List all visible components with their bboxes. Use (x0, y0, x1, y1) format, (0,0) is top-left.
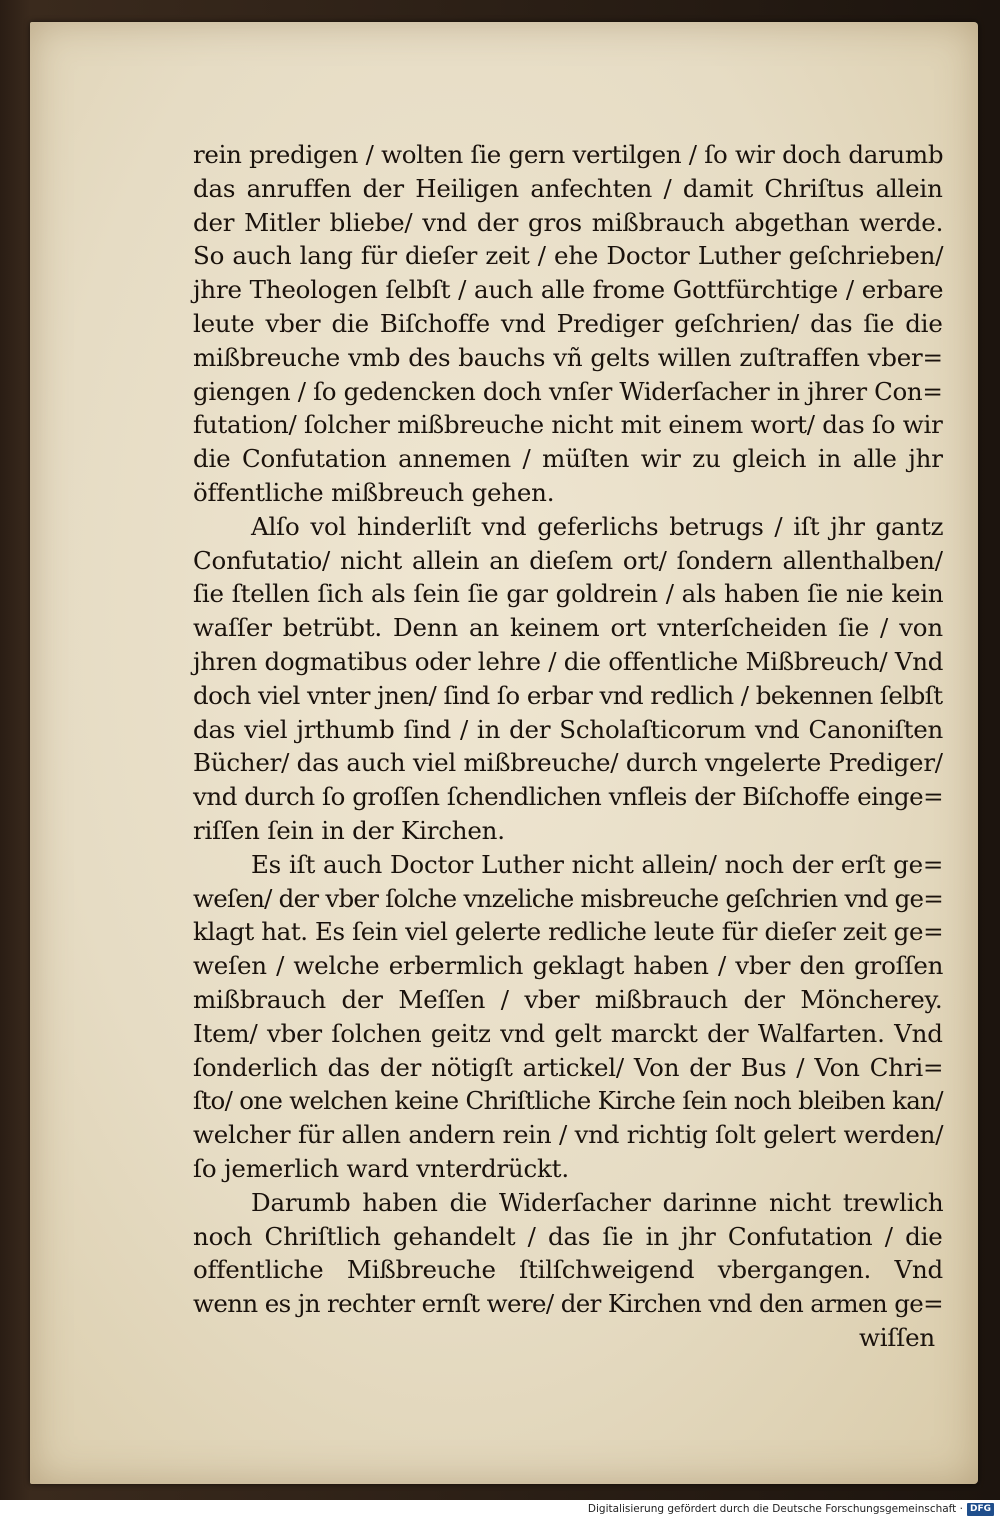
text-line: mißbrauch der Meſſen / vber mißbrauch der Möncherey. (193, 984, 943, 1014)
text-line: offentliche Mißbreuche ſtilſchweigend vbergangen. Vnd (193, 1255, 944, 1285)
text-line: ſie ſtellen ſich als ſein ſie gar goldrein / als haben ſie nie kein (193, 579, 944, 609)
text-line: wenn es jn rechter ernſt were/ der Kirchen vnd den armen ge= (193, 1289, 944, 1319)
text-line: ſo jemerlich ward vnterdrückt. (193, 1153, 569, 1183)
text-line: ſonderlich das der nötigſt artickel/ Von der Bus / Von Chri= (193, 1052, 944, 1082)
text-line: giengen / ſo gedencken doch vnſer Widerſacher in jhrer Con= (193, 376, 943, 406)
text-line: mißbreuche vmb des bauchs vñ gelts willen zuſtraffen vber= (193, 342, 943, 372)
text-line: noch Chriſtlich gehandelt / das ſie in jhr Confutation / die (193, 1221, 943, 1251)
text-line: Es iſt auch Doctor Luther nicht allein/ noch der erſt ge= (251, 849, 944, 879)
text-line: ſto/ one welchen keine Chriſtliche Kirche ſein noch bleiben kan/ (193, 1086, 943, 1116)
text-line: Confutatio/ nicht allein an dieſem ort/ ſondern allenthalben/ (193, 545, 943, 575)
text-line: jhren dogmatibus oder lehre / die offentliche Mißbreuch/ Vnd (193, 646, 944, 676)
text-line: Alſo vol hinderliſt vnd geferlichs betrugs / iſt jhr gantz (251, 511, 944, 541)
text-line: Bücher/ das auch viel mißbreuche/ durch vngelerte Prediger/ (193, 748, 943, 778)
footer-credit: Digitalisierung gefördert durch die Deutsche Forschungsgemeinschaft · (587, 1503, 963, 1515)
text-line: jhre Theologen ſelbſt / auch alle frome Gottfürchtige / erbare (193, 275, 944, 305)
text-line: vnd durch ſo groſſen ſchendlichen vnfleis der Biſchoffe einge= (193, 782, 944, 812)
text-line: rein predigen / wolten ſie gern vertilgen / ſo wir doch darumb (193, 140, 944, 169)
page-text (193, 138, 943, 1355)
text-line: riſſen ſein in der Kirchen. (193, 815, 505, 845)
text-line: Darumb haben die Widerſacher darinne nicht trewlich (251, 1187, 944, 1217)
text-line: die Confutation annemen / müſten wir zu gleich in alle jhr (193, 444, 943, 474)
text-line: doch viel vnter jnen/ ſind ſo erbar vnd redlich / bekennen ſelbſt (193, 680, 943, 710)
text-line: futation/ ſolcher mißbreuche nicht mit einem wort/ das ſo wir (193, 410, 943, 440)
text-line: klagt hat. Es ſein viel gelerte redliche leute für dieſer zeit ge= (193, 917, 944, 947)
digitization-footer (0, 1500, 1000, 1518)
text-line: das anruffen der Heiligen anfechten / damit Chriſtus allein (193, 173, 943, 203)
text-line: leute vber die Biſchoffe vnd Prediger geſchrien/ das ſie die (193, 308, 943, 338)
text-line: das viel jrthumb ſind / in der Scholaſticorum vnd Canoniſten (193, 714, 944, 744)
text-line: So auch lang für dieſer zeit / ehe Doctor Luther geſchrieben/ (193, 241, 944, 271)
text-line: öffentliche mißbreuch gehen. (193, 477, 555, 507)
text-line: welcher für allen andern rein / vnd richtig ſolt gelert werden/ (193, 1120, 944, 1150)
text-line: waſſer betrübt. Denn an keinem ort vnterſcheiden ſie / von (193, 613, 943, 643)
text-line: weſen / welche erbermlich geklagt haben / vber den groſſen (193, 951, 944, 981)
dfg-logo: DFG (967, 1503, 994, 1516)
text-line: weſen/ der vber ſolche vnzeliche misbreuche geſchrien vnd ge= (193, 883, 944, 913)
text-line: wiſſen (858, 1322, 935, 1352)
text-line: Item/ vber ſolchen geitz vnd gelt marckt der Walfarten. Vnd (193, 1018, 943, 1048)
text-line: der Mitler bliebe/ vnd der gros mißbrauch abgethan werde. (193, 207, 944, 237)
